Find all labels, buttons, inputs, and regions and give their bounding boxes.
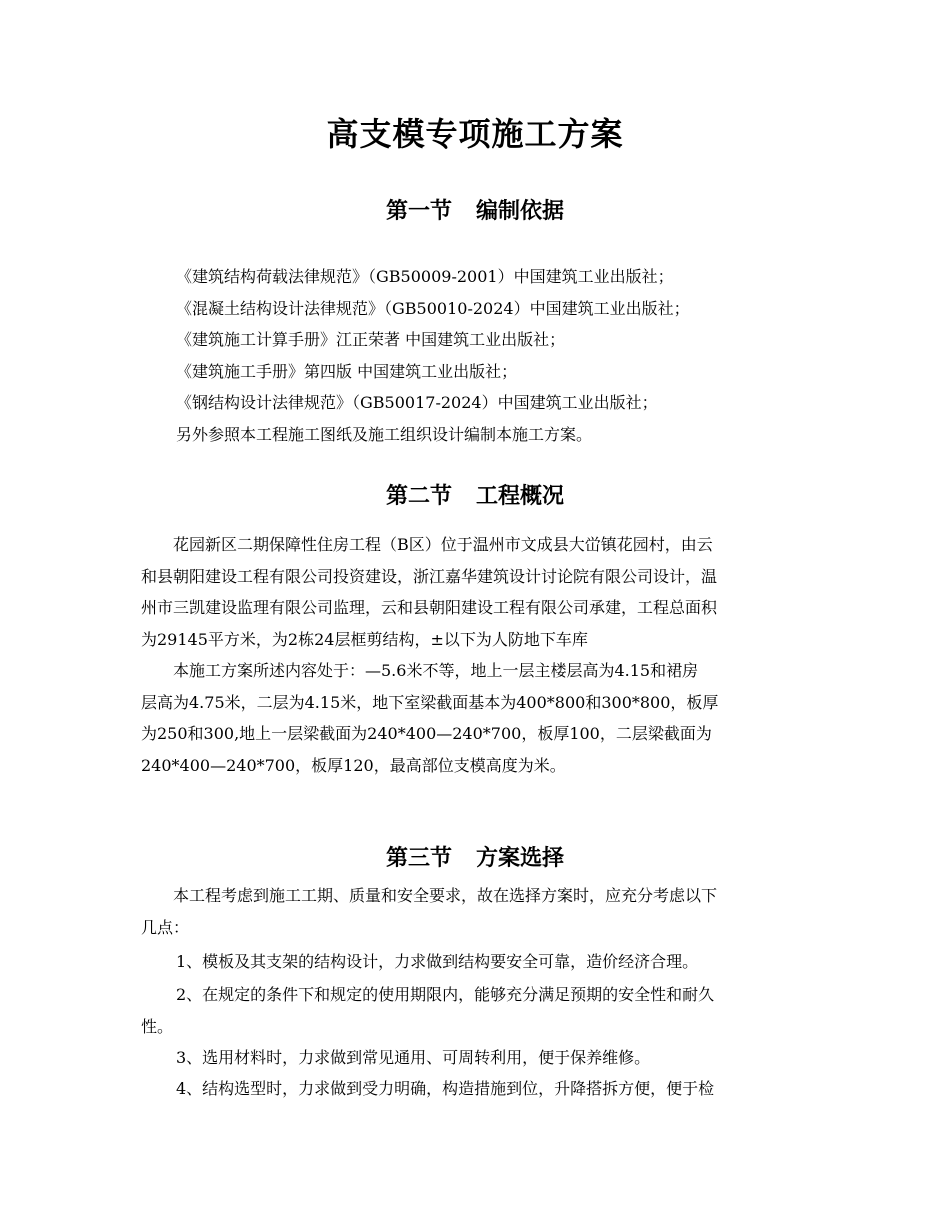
paragraph-line: 州市三凯建设监理有限公司监理，云和县朝阳建设工程有限公司承建，工程总面积 — [141, 598, 718, 617]
selection-item-4 — [176, 1073, 714, 1105]
reference-item: 《钢结构设计法律规范》（GB50017-2024）中国建筑工业出版社； — [176, 393, 658, 412]
selection-item-1 — [176, 946, 698, 978]
section-heading-2 — [0, 481, 950, 511]
paragraph-line: 本工程考虑到施工工期、质量和安全要求，故在选择方案时，应充分考虑以下 — [141, 886, 718, 905]
paragraph-line: 240*400—240*700，板厚120，最高部位支模高度为米。 — [141, 755, 566, 775]
section-number: 第一节 — [385, 198, 452, 224]
list-item: 2、在规定的条件下和规定的使用期限内，能够充分满足预期的安全性和耐久 — [176, 985, 715, 1004]
overview-paragraph-1 — [141, 529, 821, 655]
paragraph-line: 本施工方案所述内容处于：—5.6米不等，地上一层主楼层高为4.15和裙房 — [141, 661, 699, 680]
paragraph-line: 和县朝阳建设工程有限公司投资建设，浙江嘉华建筑设计讨论院有限公司设计，温 — [141, 566, 718, 586]
overview-paragraph-2 — [141, 655, 821, 781]
reference-item: 《建筑施工计算手册》江正荣著 中国建筑工业出版社； — [176, 330, 566, 349]
list-item-continuation: 性。 — [141, 1016, 174, 1036]
list-item: 4、结构选型时，力求做到受力明确，构造措施到位，升降搭拆方便，便于检 — [176, 1079, 715, 1098]
section-name: 编制依据 — [476, 198, 565, 224]
list-item: 1、模板及其支架的结构设计，力求做到结构要安全可靠，造价经济合理。 — [176, 952, 699, 971]
section-name: 方案选择 — [476, 845, 565, 871]
section-name: 工程概况 — [476, 483, 565, 509]
list-item: 3、选用材料时，力求做到常见通用、可周转利用，便于保养维修。 — [176, 1048, 651, 1067]
section-number: 第三节 — [385, 845, 452, 871]
document-title: 高支模专项施工方案 — [326, 115, 624, 153]
section-heading-3 — [0, 843, 950, 873]
paragraph-line: 为250和300,地上一层梁截面为240*400—240*700，板厚100，二层梁截面为 — [141, 724, 712, 743]
reference-item: 《建筑施工手册》第四版 中国建筑工业出版社； — [176, 361, 518, 381]
selection-intro — [141, 880, 821, 943]
section-heading-1 — [0, 196, 950, 226]
selection-item-3 — [176, 1042, 650, 1074]
reference-list — [176, 261, 690, 450]
paragraph-line: 为29145平方米，为2栋24层框剪结构，±以下为人防地下车库 — [141, 629, 588, 649]
section-number: 第二节 — [385, 483, 452, 509]
paragraph-line: 几点： — [141, 917, 190, 937]
paragraph-line: 层高为4.75米，二层为4.15米，地下室梁截面基本为400*800和300*800，板厚 — [141, 692, 719, 712]
paragraph-line: 花园新区二期保障性住房工程（B区）位于温州市文成县大峃镇花园村，由云 — [141, 535, 713, 554]
reference-item: 《混凝土结构设计法律规范》（GB50010-2024）中国建筑工业出版社； — [176, 298, 690, 318]
selection-item-2 — [141, 979, 821, 1042]
reference-item: 《建筑结构荷载法律规范》（GB50009-2001）中国建筑工业出版社； — [176, 267, 674, 286]
reference-note: 另外参照本工程施工图纸及施工组织设计编制本施工方案。 — [176, 424, 593, 444]
